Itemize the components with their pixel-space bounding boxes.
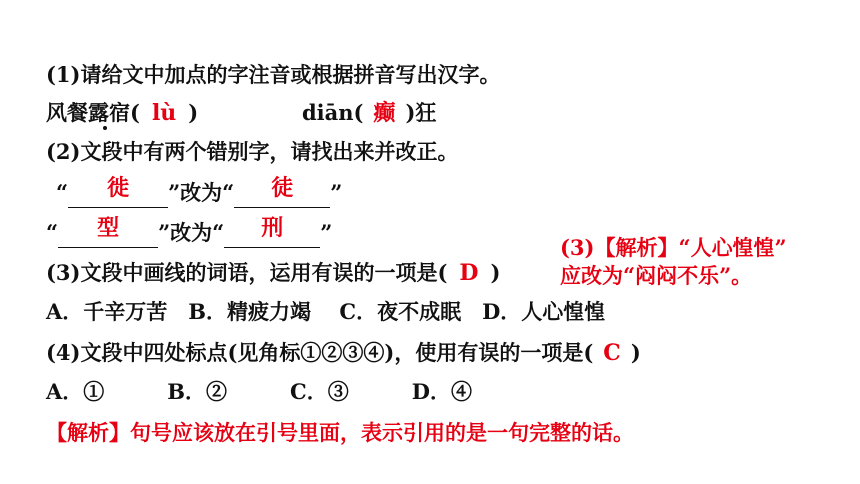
q2-row2-right-blank xyxy=(224,215,320,248)
q2-row2 xyxy=(46,215,333,248)
q4-options: A．① B．② C．③ D．④ xyxy=(46,379,472,404)
q1-prompt: (1)请给文中加点的字注音或根据拼音写出汉字。 xyxy=(46,62,501,87)
q1-item1-pre: 风餐露宿( xyxy=(46,100,140,125)
q4-analysis: 【解析】句号应该放在引号里面，表示引用的是一句完整的话。 xyxy=(46,420,634,445)
q4-prompt xyxy=(46,338,641,368)
q2-prompt: (2)文段中有两个错别字，请找出来并改正。 xyxy=(46,139,459,164)
q3-answer: D xyxy=(459,260,479,286)
q1-item1-post: ) xyxy=(188,100,199,125)
emphasis-dot xyxy=(103,126,107,130)
q3-prompt-pre: (3)文段中画线的词语，运用有误的一项是( xyxy=(46,260,448,285)
q2-row1-right: 徒 xyxy=(271,175,294,201)
q2-row1-right-blank xyxy=(234,175,330,208)
q4-answer: C xyxy=(603,340,621,366)
q2-row2-right: 刑 xyxy=(261,215,284,241)
q2-row2-wrong: 型 xyxy=(97,215,120,241)
q3-note-line2: 应改为“闷闷不乐”。 xyxy=(560,263,753,288)
q1-item2-post: )狂 xyxy=(405,100,437,125)
q2-row2-open: “ xyxy=(46,220,59,245)
q2-row1 xyxy=(56,175,343,208)
q1-item2 xyxy=(302,98,436,128)
q2-row1-mid: ”改为“ xyxy=(168,180,235,205)
q4-prompt-post: ) xyxy=(630,340,641,365)
q4-prompt-pre: (4)文段中四处标点(见角标①②③④)，使用有误的一项是( xyxy=(46,340,594,365)
q1-item2-pre: diān( xyxy=(302,100,364,125)
q3-note-line1: (3)【解析】“人心惶惶” xyxy=(560,235,787,260)
q2-row1-close: ” xyxy=(330,180,343,205)
q2-row2-wrong-blank xyxy=(58,215,158,248)
q2-row2-close: ” xyxy=(320,220,333,245)
q2-row1-wrong-blank xyxy=(68,175,168,208)
q1-item2-answer: 癫 xyxy=(373,100,396,126)
q2-row1-wrong: 徙 xyxy=(107,175,130,201)
q3-prompt xyxy=(46,258,500,288)
q3-note xyxy=(560,234,787,290)
q1-item1-answer: lù xyxy=(151,100,177,126)
q2-row1-open: “ xyxy=(56,180,69,205)
q1-answers-row xyxy=(46,98,198,128)
q2-row2-mid: ”改为“ xyxy=(158,220,225,245)
q3-prompt-post: ) xyxy=(490,260,501,285)
q3-options: A．千辛万苦 B．精疲力竭 C．夜不成眠 D．人心惶惶 xyxy=(46,299,606,324)
